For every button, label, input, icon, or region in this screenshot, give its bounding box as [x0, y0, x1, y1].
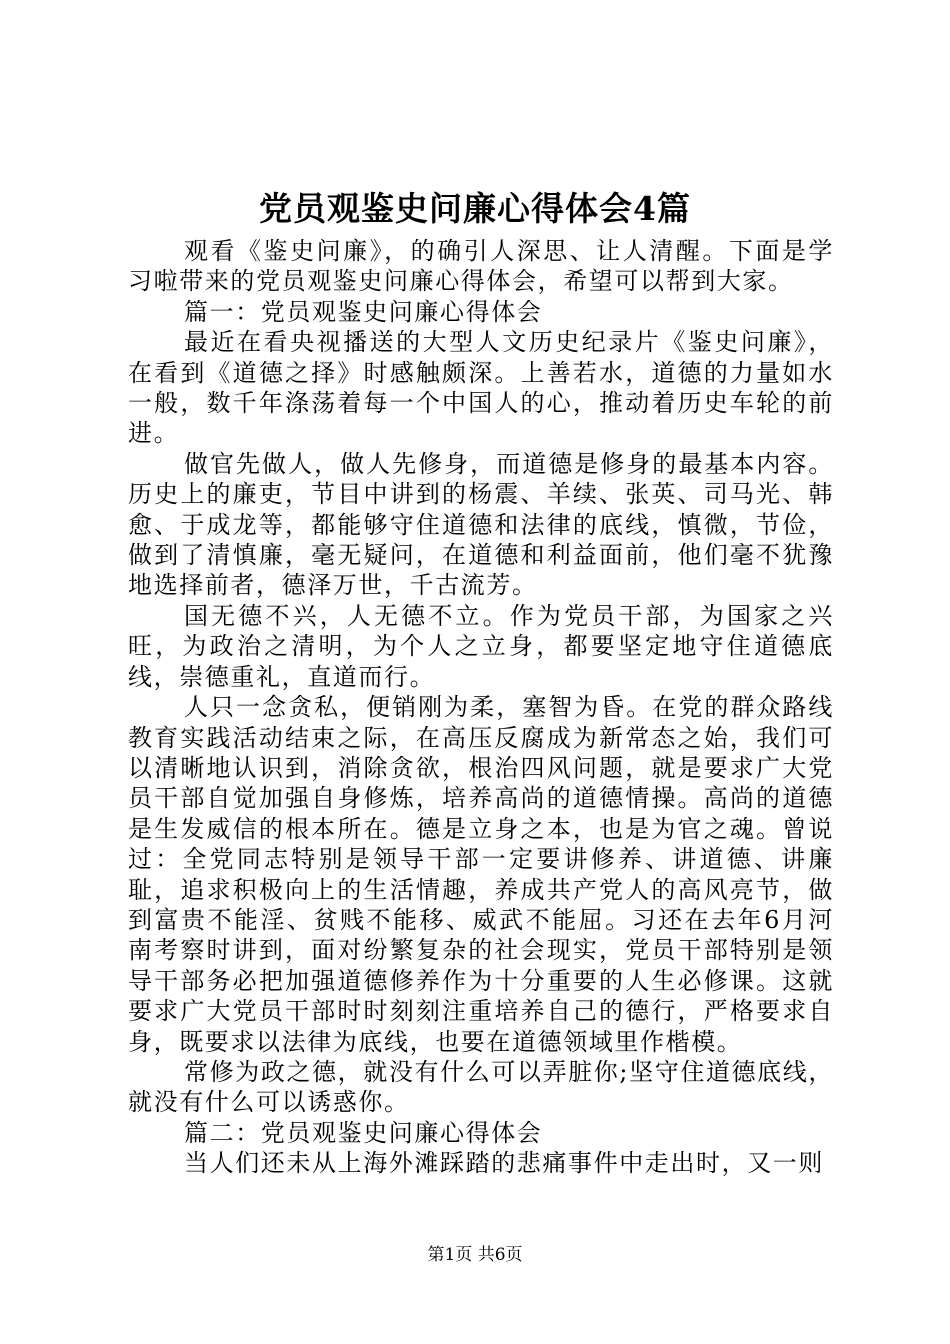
document-title: 党员观鉴史问廉心得体会4篇 — [259, 189, 691, 228]
paragraph: 当人们还未从上海外滩踩踏的悲痛事件中走出时，又一则 — [184, 1149, 824, 1178]
paragraph: 最近在看央视播送的大型人文历史纪录片《鉴史问廉》，在看到《道德之择》时感触颇深。上善若水，道德的力量如水一般，数千年涤荡着每一个中国人的心，推动着历史车轮的前进。 — [128, 328, 834, 448]
paragraph: 国无德不兴，人无德不立。作为党员干部，为国家之兴旺，为政治之清明，为个人之立身，都要坚定地守住道德底线，崇德重礼，直道而行。 — [128, 601, 834, 691]
paragraph: 常修为政之德，就没有什么可以弄脏你;坚守住道德底线，就没有什么可以诱惑你。 — [128, 1057, 834, 1117]
paragraph: 人只一念贪私，便销刚为柔，塞智为昏。在党的群众路线教育实践活动结束之际，在高压反腐成为新常态之始，我们可以清晰地认识到，消除贪欲，根治四风问题，就是要求广大党员干部自觉加强自身修炼，培养高尚的道德情操。高尚的道德是生发威信的根本所在。德是立身之本，也是为官之魂。曾说过：全党同志特别是领导干部一定要讲修养、讲道德、讲廉耻，追求积极向上的生活情趣，养成共产党人的高风亮节，做到富贵不能淫、贫贱不能移、威武不能屈。习还在去年6月河南考察时讲到，面对纷繁复杂的社会现实，党员干部特别是领导干部务必把加强道德修养作为十分重要的人生必修课。这就要求广大党员干部时时刻刻注重培养自己的德行，严格要求自身，既要求以法律为底线，也要在道德领域里作楷模。 — [128, 693, 834, 1056]
page-footer: 第1页 共6页 — [427, 1245, 523, 1265]
document-body — [128, 236, 834, 1179]
section-heading-1: 篇一：党员观鉴史问廉心得体会 — [184, 297, 543, 326]
section-heading-2: 篇二：党员观鉴史问廉心得体会 — [184, 1118, 543, 1147]
paragraph-intro: 观看《鉴史问廉》，的确引人深思、让人清醒。下面是学习啦带来的党员观鉴史问廉心得体会，希望可以帮到大家。 — [128, 237, 834, 296]
paragraph: 做官先做人，做人先修身，而道德是修身的最基本内容。历史上的廉吏，节目中讲到的杨震、羊续、张英、司马光、韩愈、于成龙等，都能够守住道德和法律的底线，慎微，节俭，做到了清慎廉，毫无疑问，在道德和利益面前，他们毫不犹豫地选择前者，德泽万世，千古流芳。 — [128, 449, 834, 600]
